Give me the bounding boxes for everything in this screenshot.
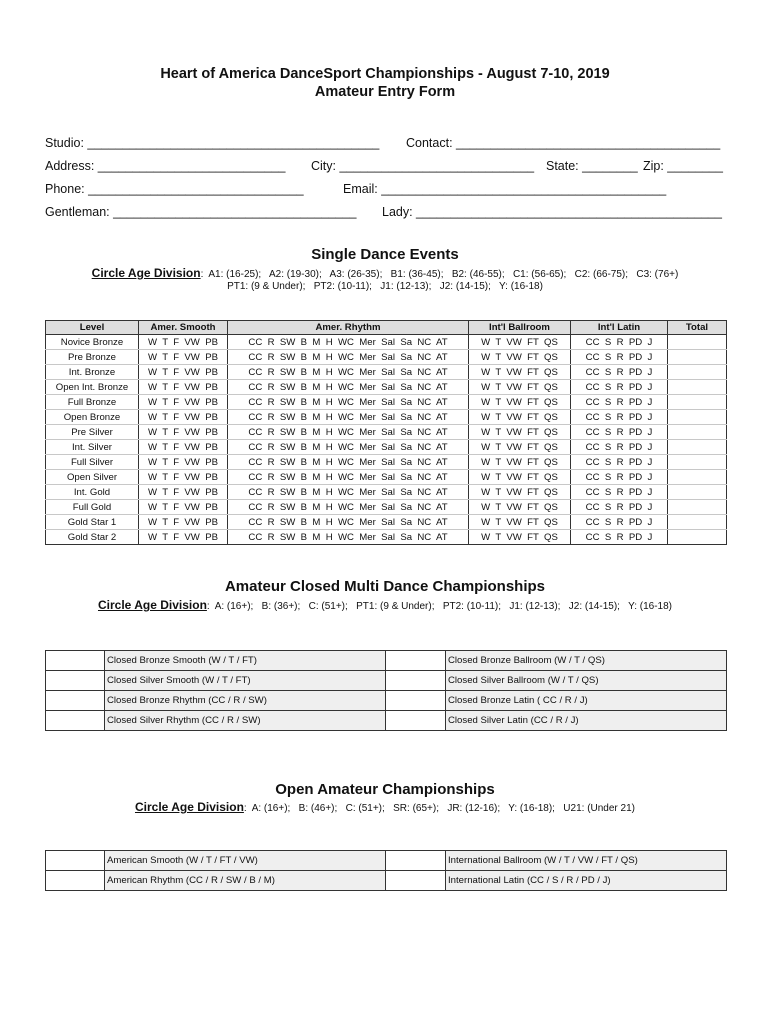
address-field[interactable]: Address: ___________________________: [45, 159, 286, 173]
intl-latin-cell[interactable]: CC S R PD J: [571, 425, 668, 440]
event-label-left: Closed Bronze Smooth (W / T / FT): [105, 651, 386, 671]
total-cell[interactable]: [668, 440, 727, 455]
total-cell[interactable]: [668, 515, 727, 530]
age-division-label: Circle Age Division: [134, 800, 244, 814]
contact-field[interactable]: Contact: ______________________________________: [406, 136, 721, 150]
amer-smooth-cell[interactable]: W T F VW PB: [139, 365, 228, 380]
amer-smooth-cell[interactable]: W T F VW PB: [139, 425, 228, 440]
amer-rhythm-cell[interactable]: CC R SW B M H WC Mer Sal Sa NC AT: [228, 395, 469, 410]
open-amateur-age-options[interactable]: : A: (16+); B: (46+); C: (51+); SR: (65+); JR: (12-16); Y: (16-18); U21: (Under 21): [243, 803, 635, 814]
intl-latin-cell[interactable]: CC S R PD J: [571, 470, 668, 485]
intl-latin-cell[interactable]: CC S R PD J: [571, 380, 668, 395]
amer-smooth-cell[interactable]: W T F VW PB: [139, 335, 228, 350]
amer-smooth-cell[interactable]: W T F VW PB: [139, 500, 228, 515]
intl-latin-cell[interactable]: CC S R PD J: [571, 395, 668, 410]
total-cell[interactable]: [668, 380, 727, 395]
intl-ballroom-cell[interactable]: W T VW FT QS: [469, 500, 571, 515]
table-row: [46, 395, 727, 410]
level-cell: Full Gold: [46, 500, 139, 515]
intl-ballroom-cell[interactable]: W T VW FT QS: [469, 470, 571, 485]
level-cell: Novice Bronze: [46, 335, 139, 350]
total-cell[interactable]: [668, 455, 727, 470]
table-row: [46, 651, 727, 671]
intl-latin-cell[interactable]: CC S R PD J: [571, 515, 668, 530]
page-subtitle: Amateur Entry Form: [314, 84, 456, 100]
entry-box-right[interactable]: [386, 871, 446, 891]
table-row: [46, 515, 727, 530]
table-row: [46, 711, 727, 731]
level-cell: Gold Star 2: [46, 530, 139, 545]
amer-rhythm-cell[interactable]: CC R SW B M H WC Mer Sal Sa NC AT: [228, 485, 469, 500]
event-label-left: Closed Silver Smooth (W / T / FT): [105, 671, 386, 691]
table-row: [46, 350, 727, 365]
col-header-intl-latin: Int'l Latin: [571, 321, 668, 335]
intl-latin-cell[interactable]: CC S R PD J: [571, 440, 668, 455]
table-row: [46, 365, 727, 380]
intl-ballroom-cell[interactable]: W T VW FT QS: [469, 365, 571, 380]
col-header-amer-smooth: Amer. Smooth: [139, 321, 228, 335]
intl-ballroom-cell[interactable]: W T VW FT QS: [469, 455, 571, 470]
col-header-intl-ballroom: Int'l Ballroom: [469, 321, 571, 335]
amer-rhythm-cell[interactable]: CC R SW B M H WC Mer Sal Sa NC AT: [228, 410, 469, 425]
single-dance-age-line: [0, 266, 770, 280]
table-row: [46, 871, 727, 891]
city-field[interactable]: City: ____________________________: [311, 159, 535, 173]
level-cell: Gold Star 1: [46, 515, 139, 530]
col-header-level: Level: [46, 321, 139, 335]
amer-rhythm-cell[interactable]: CC R SW B M H WC Mer Sal Sa NC AT: [228, 440, 469, 455]
intl-ballroom-cell[interactable]: W T VW FT QS: [469, 335, 571, 350]
event-label-right: Closed Silver Ballroom (W / T / QS): [446, 671, 727, 691]
entry-box-left[interactable]: [46, 851, 105, 871]
intl-ballroom-cell[interactable]: W T VW FT QS: [469, 485, 571, 500]
total-cell[interactable]: [668, 350, 727, 365]
entry-box-left[interactable]: [46, 691, 105, 711]
single-dance-age-options[interactable]: : A1: (16-25); A2: (19-30); A3: (26-35); B1: (36-45); B2: (46-55); C1: (56-65); C2: (66-75); C3: (76+): [200, 269, 679, 280]
intl-latin-cell[interactable]: CC S R PD J: [571, 530, 668, 545]
event-label-left: Closed Silver Rhythm (CC / R / SW): [105, 711, 386, 731]
level-cell: Pre Silver: [46, 425, 139, 440]
table-row: [46, 671, 727, 691]
intl-latin-cell[interactable]: CC S R PD J: [571, 365, 668, 380]
amer-smooth-cell[interactable]: W T F VW PB: [139, 395, 228, 410]
event-label-right: Closed Bronze Latin ( CC / R / J): [446, 691, 727, 711]
intl-ballroom-cell[interactable]: W T VW FT QS: [469, 530, 571, 545]
total-cell[interactable]: [668, 365, 727, 380]
entry-box-left[interactable]: [46, 871, 105, 891]
amer-rhythm-cell[interactable]: CC R SW B M H WC Mer Sal Sa NC AT: [228, 335, 469, 350]
table-row: [46, 380, 727, 395]
event-label-right: Closed Silver Latin (CC / R / J): [446, 711, 727, 731]
entry-box-left[interactable]: [46, 651, 105, 671]
level-cell: Open Bronze: [46, 410, 139, 425]
level-cell: Int. Silver: [46, 440, 139, 455]
table-row: [46, 455, 727, 470]
open-amateur-age-line: [0, 800, 770, 814]
entry-box-right[interactable]: [386, 711, 446, 731]
event-label-right: International Latin (CC / S / R / PD / J): [446, 871, 727, 891]
amer-smooth-cell[interactable]: W T F VW PB: [139, 455, 228, 470]
amer-rhythm-cell[interactable]: CC R SW B M H WC Mer Sal Sa NC AT: [228, 455, 469, 470]
intl-latin-cell[interactable]: CC S R PD J: [571, 455, 668, 470]
open-amateur-table: [45, 850, 727, 891]
closed-multi-age-options[interactable]: : A: (16+); B: (36+); C: (51+); PT1: (9 & Under); PT2: (10-11); J1: (12-13); J2: (14-15); Y: (16-18): [206, 601, 672, 612]
open-amateur-title: Open Amateur Championships: [275, 781, 495, 798]
event-label-left: Closed Bronze Rhythm (CC / R / SW): [105, 691, 386, 711]
level-cell: Pre Bronze: [46, 350, 139, 365]
total-cell[interactable]: [668, 485, 727, 500]
closed-multi-age-line: [0, 598, 770, 612]
table-row: [46, 410, 727, 425]
table-row: [46, 691, 727, 711]
amer-rhythm-cell[interactable]: CC R SW B M H WC Mer Sal Sa NC AT: [228, 350, 469, 365]
amer-smooth-cell[interactable]: W T F VW PB: [139, 515, 228, 530]
intl-ballroom-cell[interactable]: W T VW FT QS: [469, 350, 571, 365]
table-row: [46, 470, 727, 485]
intl-ballroom-cell[interactable]: W T VW FT QS: [469, 395, 571, 410]
intl-latin-cell[interactable]: CC S R PD J: [571, 500, 668, 515]
state-field[interactable]: State: ________: [546, 159, 638, 173]
intl-latin-cell[interactable]: CC S R PD J: [571, 410, 668, 425]
intl-ballroom-cell[interactable]: W T VW FT QS: [469, 440, 571, 455]
amer-rhythm-cell[interactable]: CC R SW B M H WC Mer Sal Sa NC AT: [228, 500, 469, 515]
col-header-amer-rhythm: Amer. Rhythm: [228, 321, 469, 335]
level-cell: Full Bronze: [46, 395, 139, 410]
table-row: [46, 335, 727, 350]
single-dance-age-line-2[interactable]: PT1: (9 & Under); PT2: (10-11); J1: (12-13); J2: (14-15); Y: (16-18): [227, 281, 543, 292]
amer-rhythm-cell[interactable]: CC R SW B M H WC Mer Sal Sa NC AT: [228, 515, 469, 530]
intl-latin-cell[interactable]: CC S R PD J: [571, 350, 668, 365]
level-cell: Int. Bronze: [46, 365, 139, 380]
entry-box-right[interactable]: [386, 691, 446, 711]
total-cell[interactable]: [668, 470, 727, 485]
entry-box-right[interactable]: [386, 651, 446, 671]
amer-rhythm-cell[interactable]: CC R SW B M H WC Mer Sal Sa NC AT: [228, 470, 469, 485]
total-cell[interactable]: [668, 335, 727, 350]
entry-box-right[interactable]: [386, 851, 446, 871]
entry-box-left[interactable]: [46, 671, 105, 691]
table-row: [46, 425, 727, 440]
amer-rhythm-cell[interactable]: CC R SW B M H WC Mer Sal Sa NC AT: [228, 380, 469, 395]
total-cell[interactable]: [668, 530, 727, 545]
closed-multi-title: Amateur Closed Multi Dance Championships: [224, 578, 546, 595]
phone-field[interactable]: Phone: _______________________________: [45, 182, 304, 196]
amer-smooth-cell[interactable]: W T F VW PB: [139, 470, 228, 485]
studio-field[interactable]: Studio: __________________________________________: [45, 136, 380, 150]
total-cell[interactable]: [668, 500, 727, 515]
level-cell: Open Silver: [46, 470, 139, 485]
amer-rhythm-cell[interactable]: CC R SW B M H WC Mer Sal Sa NC AT: [228, 530, 469, 545]
event-label-right: Closed Bronze Ballroom (W / T / QS): [446, 651, 727, 671]
amer-smooth-cell[interactable]: W T F VW PB: [139, 485, 228, 500]
single-dance-title: Single Dance Events: [311, 246, 459, 263]
event-label-right: International Ballroom (W / T / VW / FT / QS): [446, 851, 727, 871]
total-cell[interactable]: [668, 395, 727, 410]
intl-ballroom-cell[interactable]: W T VW FT QS: [469, 515, 571, 530]
amer-rhythm-cell[interactable]: CC R SW B M H WC Mer Sal Sa NC AT: [228, 425, 469, 440]
intl-ballroom-cell[interactable]: W T VW FT QS: [469, 410, 571, 425]
intl-latin-cell[interactable]: CC S R PD J: [571, 335, 668, 350]
amer-smooth-cell[interactable]: W T F VW PB: [139, 530, 228, 545]
age-division-label: Circle Age Division: [97, 598, 207, 612]
table-row: [46, 440, 727, 455]
page-title: Heart of America DanceSport Championships - August 7-10, 2019: [160, 66, 610, 82]
zip-field[interactable]: Zip: ________: [643, 159, 723, 173]
level-cell: Full Silver: [46, 455, 139, 470]
amer-smooth-cell[interactable]: W T F VW PB: [139, 350, 228, 365]
table-row: [46, 485, 727, 500]
entry-box-left[interactable]: [46, 711, 105, 731]
lady-field[interactable]: Lady: ____________________________________________: [382, 205, 722, 219]
level-cell: Int. Gold: [46, 485, 139, 500]
level-cell: Open Int. Bronze: [46, 380, 139, 395]
intl-ballroom-cell[interactable]: W T VW FT QS: [469, 425, 571, 440]
closed-multi-table: [45, 650, 727, 731]
age-division-label: Circle Age Division: [91, 266, 201, 280]
event-label-left: American Smooth (W / T / FT / VW): [105, 851, 386, 871]
single-dance-table: [45, 320, 727, 545]
total-cell[interactable]: [668, 410, 727, 425]
table-header-row: [46, 321, 727, 335]
amer-smooth-cell[interactable]: W T F VW PB: [139, 410, 228, 425]
table-row: [46, 851, 727, 871]
event-label-left: American Rhythm (CC / R / SW / B / M): [105, 871, 386, 891]
intl-ballroom-cell[interactable]: W T VW FT QS: [469, 380, 571, 395]
table-row: [46, 500, 727, 515]
intl-latin-cell[interactable]: CC S R PD J: [571, 485, 668, 500]
email-field[interactable]: Email: _________________________________________: [343, 182, 667, 196]
table-row: [46, 530, 727, 545]
amer-smooth-cell[interactable]: W T F VW PB: [139, 380, 228, 395]
col-header-total: Total: [668, 321, 727, 335]
total-cell[interactable]: [668, 425, 727, 440]
gentleman-field[interactable]: Gentleman: ___________________________________: [45, 205, 357, 219]
amer-rhythm-cell[interactable]: CC R SW B M H WC Mer Sal Sa NC AT: [228, 365, 469, 380]
entry-box-right[interactable]: [386, 671, 446, 691]
amer-smooth-cell[interactable]: W T F VW PB: [139, 440, 228, 455]
